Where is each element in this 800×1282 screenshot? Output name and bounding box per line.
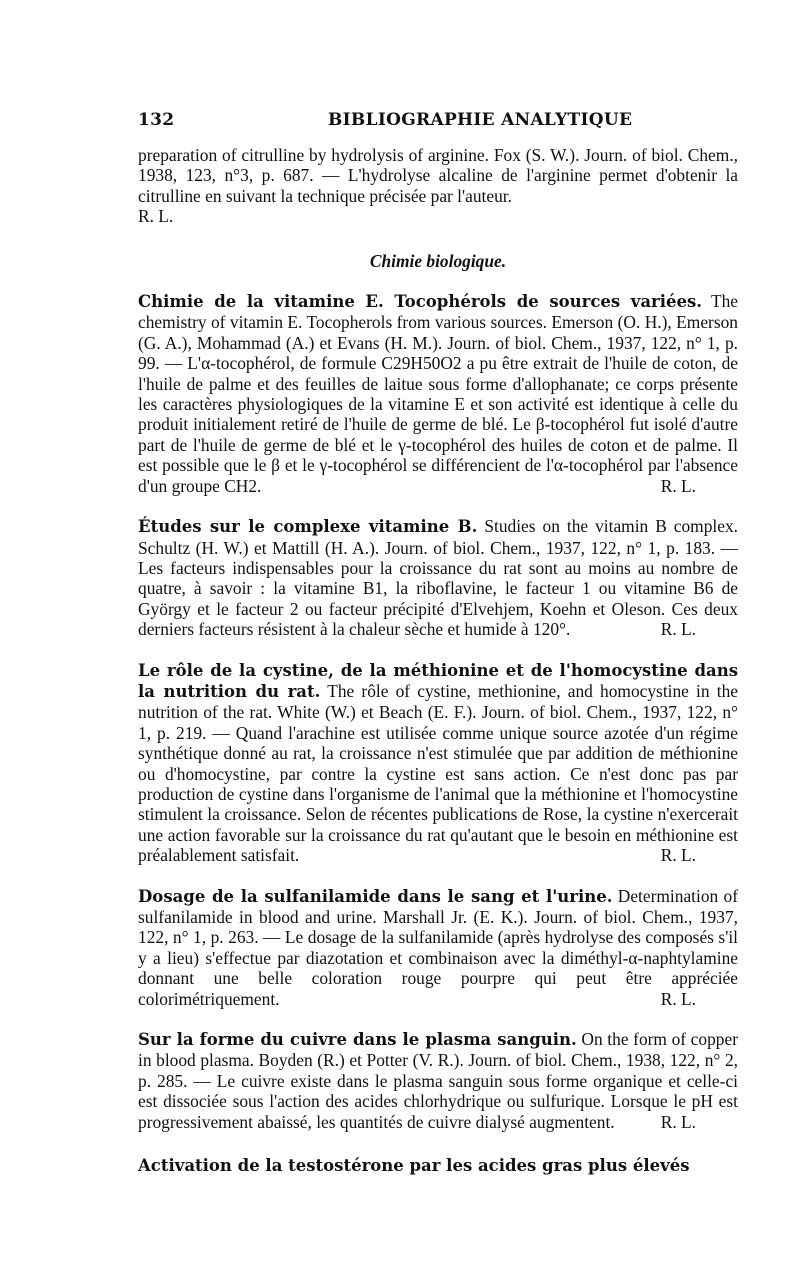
article-body: Determination of sulfanilamide in blood and urine. Marshall Jr. (E. K.). Journ. of biol. Chem., 1937, 122, n° 1, p. 263. — Le dosage de la sulfanilamide (après hydrolyse des composés s'il y a lieu) s'effectue par diazotation et combinaison avec la diméthyl-α-naphtylamine donnant une belle coloration rouge pourpre qui peut être appréciée colorimétriquement. [138,885,738,1009]
article-signature: R. L. [660,1111,696,1132]
article-vitamin-b [138,516,738,639]
article-title: Le rôle de la cystine, de la méthionine et de l'homocystine dans la nutrition du rat. [138,660,738,701]
article-vitamin-e [138,291,738,496]
article-signature: R. L. [660,475,696,496]
article-body: On the form of copper in blood plasma. Boyden (R.) et Potter (V. R.). Journ. of biol. Chem., 1938, 122, n° 2, p. 285. — Le cuivre existe dans le plasma sanguin sous forme organique et celle-ci est dissociée sous l'action des acides chlorhydrique ou sulfurique. Lorsque le pH est progressivement abaissé, les quantités de cuivre dialysé augmentent. [138,1029,738,1132]
next-article-title: Activation de la testostérone par les acides gras plus élevés [138,1156,690,1176]
content-body [138,145,738,1176]
intro-paragraph: preparation of citrulline by hydrolysis of arginine. Fox (S. W.). Journ. of biol. Chem., 1938, 123, n°3, p. 687. — L'hydrolyse alcaline de l'arginine permet d'obtenir la citrulline en suivant la technique précisée par l'auteur. [138,145,738,206]
article-signature: R. L. [660,619,696,640]
intro-signature: R. L. [138,206,174,227]
section-title: Chimie biologique. [369,250,507,271]
article-signature: R. L. [660,988,696,1009]
article-title: Études sur le complexe vitamine B. [138,517,478,537]
article-body: The rôle of cystine, methionine, and homocystine in the nutrition of the rat. White (W.) et Beach (E. F.). Journ. of biol. Chem., 1937, 122, n° 1, p. 219. — Quand l'arachine est utilisée comme unique source azotée d'un régime synthétique donné au rat, la croissance n'est stimulée que par addition de méthionine ou d'homocystine, par contre la cystine est sans action. Ce n'est donc pas par production de cystine dans l'organisme de l'animal que la méthionine et l'homocystine stimulent la croissance. Selon de récentes publications de Rose, la cystine n'exercerait une action favorable sur la croissance du rat qu'autant que le besoin en méthionine est préalablement satisfait. [138,680,738,866]
running-header [138,110,738,134]
page-number: 132 [138,110,175,130]
article-body: Studies on the vitamin B complex. Schultz (H. W.) et Mattill (H. A.). Journ. of biol. Chem., 1937, 122, n° 1, p. 183. — Les facteurs indispensables pour la croissance du rat sont au moins au nombre de quatre, à savoir : la vitamine B1, la riboflavine, le facteur 1 ou vitamine B6 de György et le facteur 2 ou facteur précipité d'Elvehjem, Koehn et Oleson. Ces deux derniers facteurs résistent à la chaleur sèche et humide à 120°. [138,516,738,640]
article-title: Chimie de la vitamine E. Tocophérols de sources variées. [138,292,703,312]
running-title: BIBLIOGRAPHIE ANALYTIQUE [328,110,633,130]
article-body: The chemistry of vitamin E. Tocopherols from various sources. Emerson (O. H.), Emerson (G. A.), Mohammad (A.) et Evans (H. M.). Journ. of biol. Chem., 1937, 122, n° 1, p. 99. — L'α-tocophérol, de formule C29H50O2 a pu être extrait de l'huile de coton, de l'huile de palme et des feuilles de laitue sous forme d'allophanate; ce corps présente les caractères physiologiques de la vitamine E et son activité est identique à celle du produit initialement retiré de l'huile de germe de blé. Le β-tocophérol fut isolé d'autre part de l'huile de germe de blé et le γ-tocophérol des huiles de coton et de palme. Il est possible que le β et le γ-tocophérol se différencient de l'α-tocophérol par l'absence d'un groupe CH2. [138,291,738,496]
article-copper [138,1029,738,1132]
article-title: Dosage de la sulfanilamide dans le sang et l'urine. [138,886,613,906]
article-cystine [138,660,738,866]
article-sulfanilamide [138,886,738,1009]
article-title: Sur la forme du cuivre dans le plasma sanguin. [138,1030,577,1050]
article-signature: R. L. [660,845,696,866]
